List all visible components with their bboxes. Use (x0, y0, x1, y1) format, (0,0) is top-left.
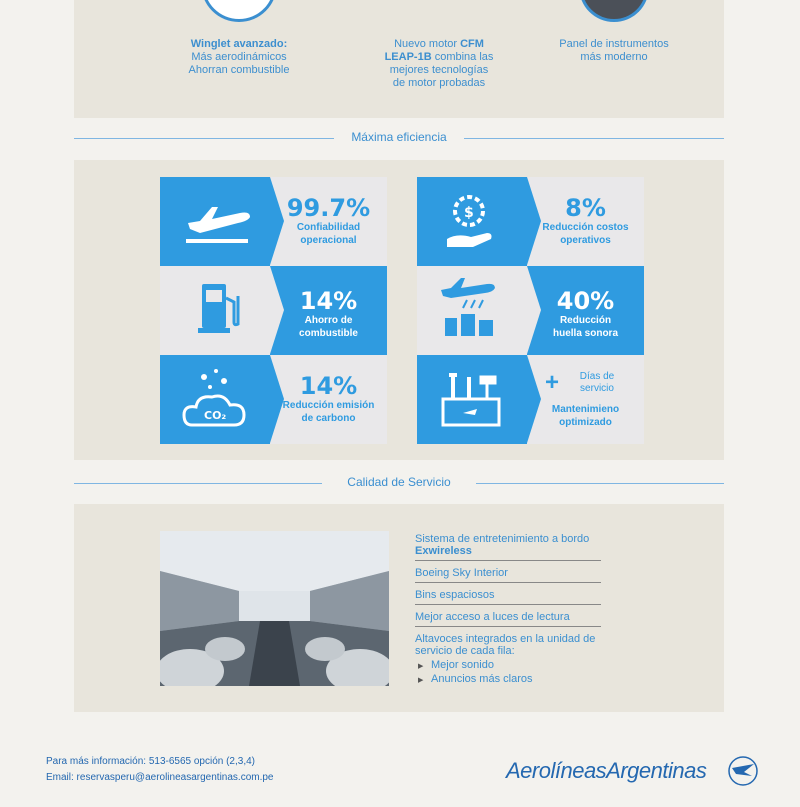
stat-costs-label2: operativos (560, 235, 611, 246)
stat-reliability-label2: operacional (300, 235, 357, 246)
stat-maintenance-label1: Mantenimieno (551, 404, 620, 415)
section-title-efficiency (74, 128, 724, 148)
stat-fuel-label1: Ahorro de (304, 315, 353, 326)
stat-noise-value: 40% (556, 287, 615, 315)
divider-right (476, 483, 724, 484)
stat-costs-label1: Reducción costos (542, 222, 629, 233)
stat-carbon-label1: Reducción emisión (282, 400, 375, 411)
feature-engine-bold2: LEAP-1B (384, 51, 432, 63)
stat-maintenance-days1: Días de (579, 371, 615, 382)
section-title-service (74, 473, 724, 493)
feature-engine-line2: de motor probadas (392, 77, 486, 89)
arrow-decor (527, 177, 541, 265)
stat-reliability-label1: Confiabilidad (296, 222, 361, 233)
feature-panel-line2: más moderno (580, 51, 648, 63)
feature-engine-pre: Nuevo motor (394, 38, 461, 50)
feature-engine-line1: mejores tecnologías (389, 64, 489, 76)
service-item-reading-lights: Mejor acceso a luces de lectura (415, 611, 570, 623)
feature-winglet-title: Winglet avanzado: (190, 38, 288, 50)
service-item-entertainment: Sistema de entretenimiento a bordo (415, 533, 590, 545)
arrow-decor (270, 355, 284, 443)
winglet-icon (201, 0, 277, 22)
stat-reliability-value: 99.7% (286, 194, 371, 222)
footer-email-line[interactable]: Email: reservasperu@aerolineasargentinas.com.pe (46, 772, 274, 783)
service-item-speakers-line2: servicio de cada fila: (415, 645, 515, 657)
stat-maintenance-days2: servicio (580, 383, 614, 394)
service-item-sky-interior: Boeing Sky Interior (415, 567, 508, 579)
engine-icon (401, 0, 477, 22)
service-subitem-announcements: ▶ Anuncios más claros (415, 673, 601, 685)
plane-takeoff-icon (160, 177, 270, 266)
list-item (415, 633, 601, 685)
arrow-decor (270, 266, 284, 354)
list-item (415, 567, 601, 583)
arrow-decor (527, 266, 541, 354)
svg-text:CO₂: CO₂ (204, 409, 227, 422)
stat-costs (527, 177, 644, 266)
cost-gear-hand-icon (417, 177, 527, 266)
brand-logo-icon (726, 754, 760, 788)
feature-engine-mid: combina las (431, 51, 494, 63)
stat-costs-value: 8% (565, 194, 606, 222)
cabin-photo (160, 531, 389, 686)
section-title-service-text: Calidad de Servicio (347, 475, 451, 489)
service-item-speakers-line1: Altavoces integrados en la unidad de (415, 633, 596, 645)
stat-noise-label1: Reducción (559, 315, 612, 326)
section-title-efficiency-text: Máxima eficiencia (351, 130, 447, 144)
fuel-pump-icon (160, 266, 270, 355)
service-item-exwireless: Exwireless (415, 545, 472, 557)
arrow-decor (270, 177, 284, 265)
features-panel (74, 0, 724, 118)
stat-reliability (270, 177, 387, 266)
feature-engine-bold1: CFM (460, 38, 484, 50)
stat-noise-label2: huella sonora (552, 328, 618, 339)
service-item-bins: Bins espaciosos (415, 589, 495, 601)
footer-info-line: Para más información: 513-6565 opción (2,3,4) (46, 756, 256, 767)
co2-cloud-icon (160, 355, 270, 444)
service-subitem-sound: ▶ Mejor sonido (415, 659, 601, 671)
stat-carbon (270, 355, 387, 444)
cockpit-icon (579, 0, 649, 22)
stat-carbon-value: 14% (299, 372, 358, 400)
divider-right (464, 138, 724, 139)
stat-fuel-value: 14% (299, 287, 358, 315)
feature-panel-line1: Panel de instrumentos (559, 38, 669, 50)
efficiency-panel (74, 160, 724, 460)
list-item (415, 611, 601, 627)
service-list (415, 533, 601, 685)
efficiency-grid-left (160, 177, 387, 443)
arrow-decor (527, 355, 541, 443)
stat-noise (527, 266, 644, 355)
list-item (415, 533, 601, 561)
feature-winglet-line1: Más aerodinámicos (191, 51, 287, 63)
service-panel (74, 504, 724, 712)
stat-fuel (270, 266, 387, 355)
list-item (415, 589, 601, 605)
efficiency-grid-right (417, 177, 644, 443)
footer-contact (46, 754, 274, 786)
stat-carbon-label2: de carbono (301, 413, 356, 424)
svg-text:$: $ (464, 205, 474, 221)
stat-fuel-label2: combustible (299, 328, 358, 339)
brand-logo-text: AerolíneasArgentinas (506, 758, 707, 783)
toolbox-icon (417, 355, 527, 444)
plane-city-noise-icon (417, 266, 527, 355)
stat-maintenance (527, 355, 644, 444)
feature-winglet-line2: Ahorran combustible (188, 64, 290, 76)
stat-maintenance-label2: optimizado (559, 417, 612, 428)
plus-icon: + (545, 369, 560, 396)
